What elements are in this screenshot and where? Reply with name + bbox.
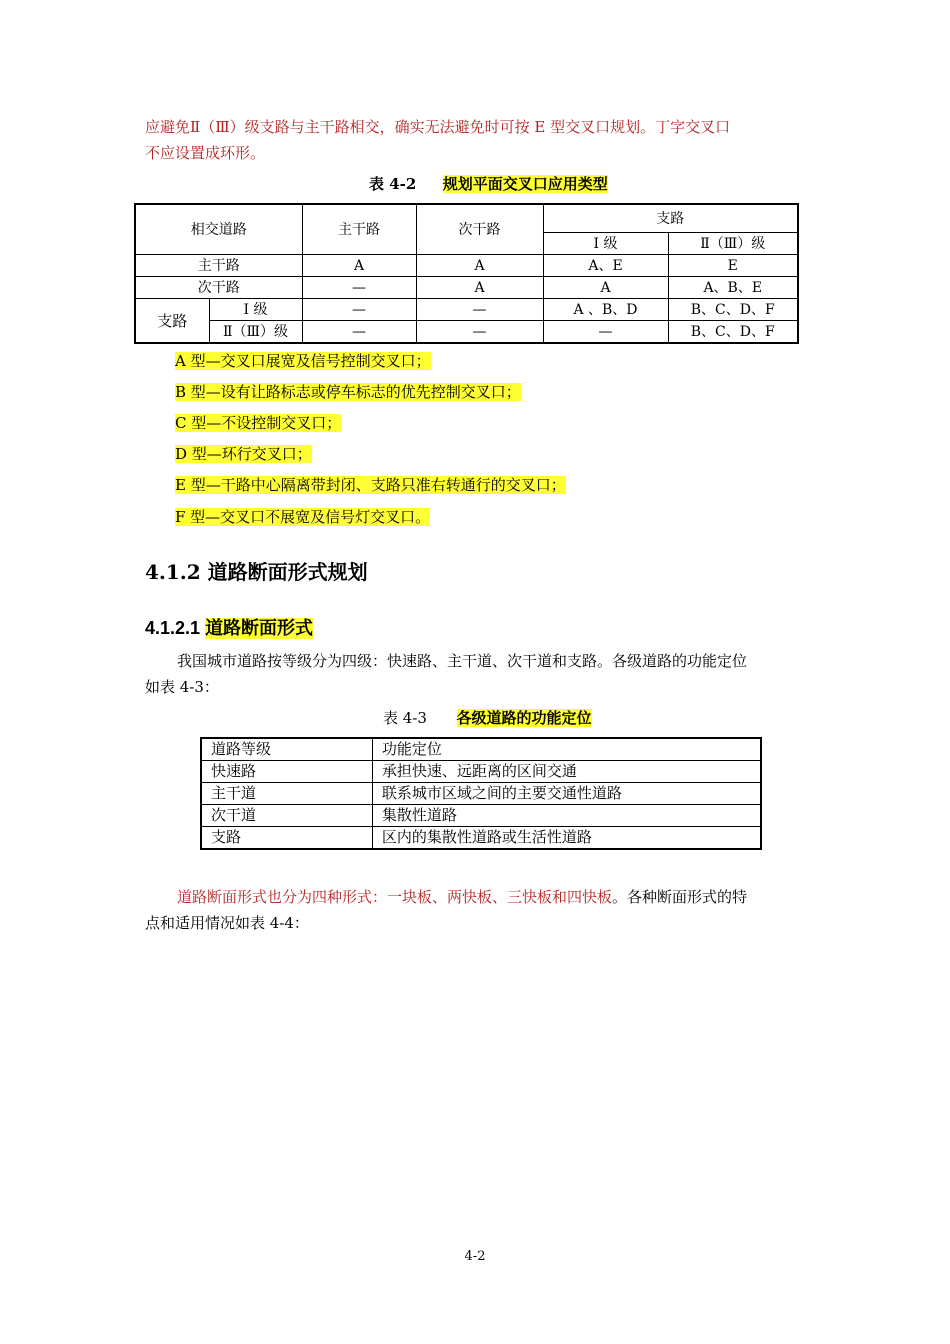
legend-text: A 型—交叉口展宽及信号控制交叉口； [175, 352, 431, 370]
paragraph-line-1 [145, 884, 810, 910]
table-row [135, 255, 798, 277]
table-row [201, 783, 761, 805]
subsection-heading [145, 614, 313, 640]
table-4-3-number: 表 4-3 [383, 709, 427, 727]
table-cell: — [302, 321, 416, 344]
table-cell: 道路等级 [201, 738, 372, 761]
table-row [135, 321, 798, 344]
paragraph-line-2: 点和适用情况如表 4-4： [145, 914, 309, 932]
table-row [201, 827, 761, 850]
table-cell: B、C、D、F [668, 321, 798, 344]
table-cell: — [302, 277, 416, 299]
table-cell: — [302, 299, 416, 321]
header-secondary-road: 次干路 [416, 204, 543, 255]
table-cell: 次干道 [201, 805, 372, 827]
legend-item-b [175, 381, 521, 403]
table-cell: A、E [543, 255, 668, 277]
table-cell: 承担快速、远距离的区间交通 [372, 761, 761, 783]
table-cell: — [543, 321, 668, 344]
row-group-label: 支路 [135, 299, 209, 344]
legend-text: E 型—干路中心隔离带封闭、支路只准右转通行的交叉口； [175, 476, 566, 494]
subsection-number: 4.1.2.1 [145, 618, 201, 638]
row-label: Ⅱ（Ⅲ）级 [209, 321, 302, 344]
table-cell: 区内的集散性道路或生活性道路 [372, 827, 761, 850]
table-cell: 功能定位 [372, 738, 761, 761]
page-number: 4-2 [464, 1249, 486, 1264]
table-cell: A [416, 277, 543, 299]
legend-text: D 型—环行交叉口； [175, 445, 312, 463]
intro-line-1: 应避免Ⅱ（Ⅲ）级支路与主干路相交，确实无法避免时可按 E 型交叉口规划。丁字交叉口 [145, 118, 731, 136]
subsection-title: 道路断面形式 [205, 618, 314, 639]
intro-paragraph [145, 114, 810, 166]
table-cell: A 、B、D [543, 299, 668, 321]
intro-line-2: 不应设置成环形。 [145, 144, 266, 162]
table-4-2-number: 表 4-2 [369, 175, 417, 193]
paragraph-line-1: 我国城市道路按等级分为四级：快速路、主干道、次干道和支路。各级道路的功能定位 [177, 652, 748, 670]
table-cell: A、B、E [668, 277, 798, 299]
paragraph-line-2: 如表 4-3： [145, 678, 219, 696]
table-cell: 集散性道路 [372, 805, 761, 827]
table-cell: B、C、D、F [668, 299, 798, 321]
highlighted-phrase: 道路断面形式也分为四种形式：一块板、两快板、三快板和四快板 [177, 888, 613, 906]
table-cell: A [543, 277, 668, 299]
header-intersect: 相交道路 [135, 204, 302, 255]
table-cell: 快速路 [201, 761, 372, 783]
header-main-road: 主干路 [302, 204, 416, 255]
table-cell: A [416, 255, 543, 277]
legend-item-f [175, 506, 430, 528]
legend-text: B 型—设有让路标志或停车标志的优先控制交叉口； [175, 383, 521, 401]
table-cell: A [302, 255, 416, 277]
road-levels-paragraph [145, 648, 810, 700]
table-row [201, 805, 761, 827]
legend-item-c [175, 412, 341, 434]
table-cell: E [668, 255, 798, 277]
legend-text: F 型—交叉口不展宽及信号灯交叉口。 [175, 508, 431, 526]
table-4-3-title: 各级道路的功能定位 [456, 709, 592, 727]
header-level-2: Ⅱ（Ⅲ）级 [668, 233, 798, 255]
header-branch-road: 支路 [543, 204, 798, 233]
paragraph-text: 。各种断面形式的特 [612, 888, 748, 906]
table-row [201, 738, 761, 761]
table-4-3 [200, 737, 762, 850]
row-label: 主干路 [135, 255, 302, 277]
legend-item-e [175, 474, 566, 496]
row-label: Ⅰ 级 [209, 299, 302, 321]
table-cell: 支路 [201, 827, 372, 850]
legend-item-a [175, 350, 431, 372]
table-4-2-caption [369, 173, 608, 194]
legend-text: C 型—不设控制交叉口； [175, 414, 342, 432]
table-4-3-caption [383, 707, 592, 728]
row-label: 次干路 [135, 277, 302, 299]
table-4-2-title: 规划平面交叉口应用类型 [442, 175, 608, 193]
table-row [201, 761, 761, 783]
table-cell: — [416, 299, 543, 321]
table-row [135, 277, 798, 299]
section-heading: 4.1.2 道路断面形式规划 [145, 560, 368, 584]
table-cell: — [416, 321, 543, 344]
header-level-1: Ⅰ 级 [543, 233, 668, 255]
table-cell: 联系城市区域之间的主要交通性道路 [372, 783, 761, 805]
cross-section-paragraph [145, 884, 810, 936]
table-4-2 [134, 203, 799, 344]
legend-item-d [175, 443, 312, 465]
table-row [135, 299, 798, 321]
table-cell: 主干道 [201, 783, 372, 805]
